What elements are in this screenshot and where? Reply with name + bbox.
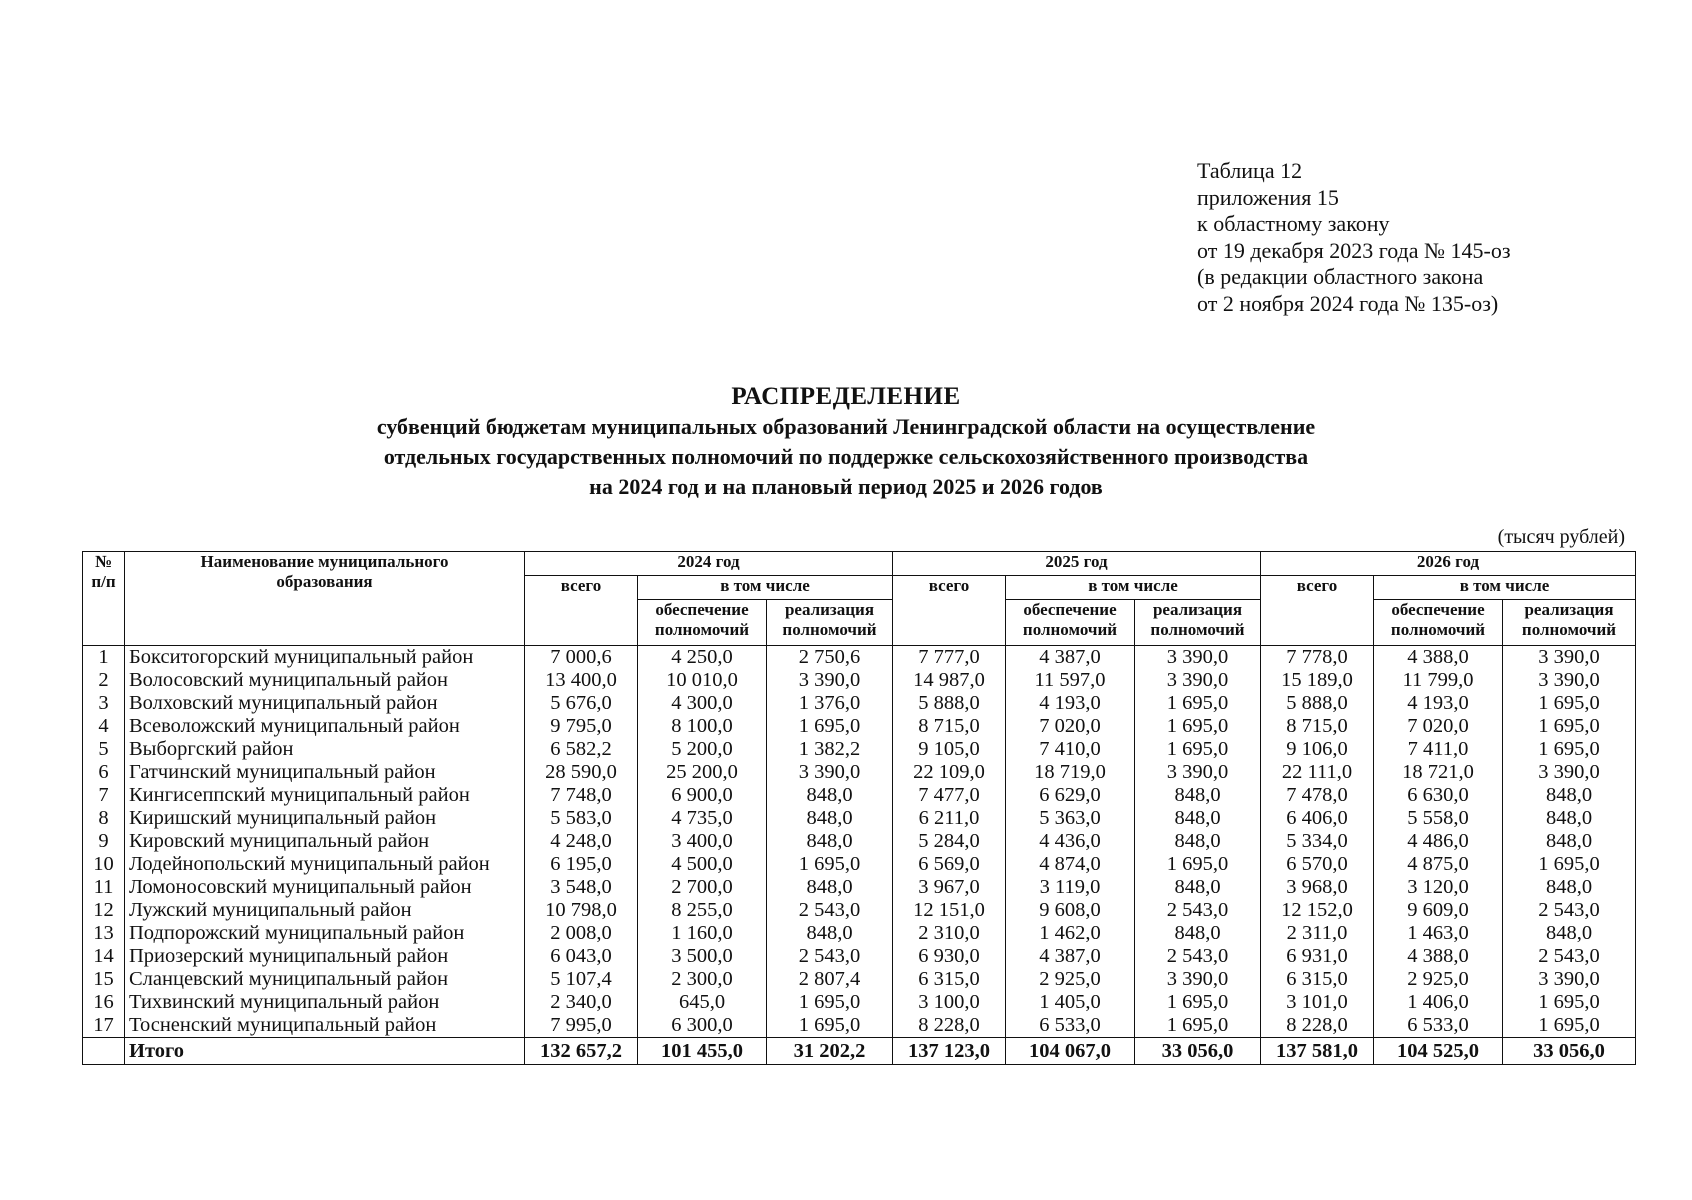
value-cell: 3 101,0	[1261, 991, 1374, 1014]
row-number: 14	[83, 945, 125, 968]
value-cell: 2 300,0	[638, 968, 767, 991]
header-num: № п/п	[83, 552, 125, 646]
value-cell: 848,0	[1503, 807, 1636, 830]
value-cell: 4 193,0	[1006, 692, 1135, 715]
value-cell: 2 340,0	[525, 991, 638, 1014]
distribution-table	[82, 551, 1636, 1065]
value-cell: 3 100,0	[893, 991, 1006, 1014]
value-cell: 4 436,0	[1006, 830, 1135, 853]
row-number: 16	[83, 991, 125, 1014]
value-cell: 1 695,0	[767, 1014, 893, 1038]
total-cell: 33 056,0	[1135, 1038, 1261, 1065]
value-cell: 2 807,4	[767, 968, 893, 991]
row-number: 13	[83, 922, 125, 945]
municipality-name: Подпорожский муниципальный район	[125, 922, 525, 945]
row-number: 2	[83, 669, 125, 692]
value-cell: 6 211,0	[893, 807, 1006, 830]
value-cell: 3 390,0	[767, 669, 893, 692]
table-row	[83, 922, 1636, 945]
value-cell: 7 748,0	[525, 784, 638, 807]
value-cell: 4 387,0	[1006, 646, 1135, 670]
value-cell: 848,0	[1135, 807, 1261, 830]
value-cell: 12 152,0	[1261, 899, 1374, 922]
table-row	[83, 991, 1636, 1014]
value-cell: 18 721,0	[1374, 761, 1503, 784]
title-main: РАСПРЕДЕЛЕНИЕ	[731, 383, 961, 410]
value-cell: 5 334,0	[1261, 830, 1374, 853]
table-row	[83, 899, 1636, 922]
row-number: 6	[83, 761, 125, 784]
value-cell: 4 248,0	[525, 830, 638, 853]
value-cell: 848,0	[1135, 876, 1261, 899]
value-cell: 1 405,0	[1006, 991, 1135, 1014]
value-cell: 28 590,0	[525, 761, 638, 784]
appendix-line: от 19 декабря 2023 года № 145-оз	[1197, 237, 1511, 263]
header-including: в том числе	[1374, 576, 1636, 600]
row-number: 10	[83, 853, 125, 876]
value-cell: 6 406,0	[1261, 807, 1374, 830]
value-cell: 5 888,0	[1261, 692, 1374, 715]
value-cell: 645,0	[638, 991, 767, 1014]
header-total: всего	[1261, 576, 1374, 646]
value-cell: 2 311,0	[1261, 922, 1374, 945]
total-cell: 33 056,0	[1503, 1038, 1636, 1065]
row-number: 15	[83, 968, 125, 991]
value-cell: 22 109,0	[893, 761, 1006, 784]
value-cell: 5 284,0	[893, 830, 1006, 853]
value-cell: 1 695,0	[1135, 692, 1261, 715]
header-sub-provision: обеспечение полномочий	[1006, 600, 1135, 646]
header-year-2025: 2025 год	[893, 552, 1261, 576]
value-cell: 7 478,0	[1261, 784, 1374, 807]
value-cell: 1 695,0	[1503, 715, 1636, 738]
value-cell: 7 410,0	[1006, 738, 1135, 761]
value-cell: 1 376,0	[767, 692, 893, 715]
value-cell: 4 193,0	[1374, 692, 1503, 715]
value-cell: 4 735,0	[638, 807, 767, 830]
table-row	[83, 807, 1636, 830]
value-cell: 7 020,0	[1006, 715, 1135, 738]
value-cell: 2 543,0	[1503, 899, 1636, 922]
value-cell: 5 888,0	[893, 692, 1006, 715]
appendix-reference	[1197, 158, 1511, 317]
value-cell: 848,0	[767, 807, 893, 830]
value-cell: 6 629,0	[1006, 784, 1135, 807]
table-row	[83, 784, 1636, 807]
total-cell: 31 202,2	[767, 1038, 893, 1065]
value-cell: 15 189,0	[1261, 669, 1374, 692]
table-row	[83, 1014, 1636, 1038]
value-cell: 9 105,0	[893, 738, 1006, 761]
value-cell: 10 010,0	[638, 669, 767, 692]
value-cell: 3 390,0	[1135, 669, 1261, 692]
value-cell: 848,0	[767, 830, 893, 853]
value-cell: 2 543,0	[767, 899, 893, 922]
value-cell: 1 695,0	[767, 853, 893, 876]
municipality-name: Ломоносовский муниципальный район	[125, 876, 525, 899]
value-cell: 1 695,0	[1503, 1014, 1636, 1038]
table-row	[83, 692, 1636, 715]
municipality-name: Кировский муниципальный район	[125, 830, 525, 853]
value-cell: 9 608,0	[1006, 899, 1135, 922]
total-cell: 137 581,0	[1261, 1038, 1374, 1065]
value-cell: 3 390,0	[1503, 646, 1636, 670]
value-cell: 2 925,0	[1006, 968, 1135, 991]
value-cell: 8 100,0	[638, 715, 767, 738]
row-number: 8	[83, 807, 125, 830]
header-including: в том числе	[1006, 576, 1261, 600]
value-cell: 2 008,0	[525, 922, 638, 945]
value-cell: 14 987,0	[893, 669, 1006, 692]
value-cell: 22 111,0	[1261, 761, 1374, 784]
value-cell: 4 388,0	[1374, 646, 1503, 670]
municipality-name: Лодейнопольский муниципальный район	[125, 853, 525, 876]
appendix-line: от 2 ноября 2024 года № 135-оз)	[1197, 290, 1499, 316]
value-cell: 3 390,0	[1503, 669, 1636, 692]
value-cell: 5 200,0	[638, 738, 767, 761]
value-cell: 5 676,0	[525, 692, 638, 715]
municipality-name: Волховский муниципальный район	[125, 692, 525, 715]
value-cell: 9 106,0	[1261, 738, 1374, 761]
header-sub-realization: реализация полномочий	[1135, 600, 1261, 646]
value-cell: 4 874,0	[1006, 853, 1135, 876]
value-cell: 7 411,0	[1374, 738, 1503, 761]
value-cell: 1 695,0	[1503, 692, 1636, 715]
title-line: субвенций бюджетам муниципальных образований Ленинградской области на осуществление	[376, 414, 1316, 439]
value-cell: 848,0	[1135, 784, 1261, 807]
row-number: 4	[83, 715, 125, 738]
row-number: 9	[83, 830, 125, 853]
value-cell: 848,0	[1503, 830, 1636, 853]
value-cell: 848,0	[1135, 830, 1261, 853]
value-cell: 18 719,0	[1006, 761, 1135, 784]
row-number: 5	[83, 738, 125, 761]
value-cell: 6 570,0	[1261, 853, 1374, 876]
value-cell: 11 799,0	[1374, 669, 1503, 692]
value-cell: 9 795,0	[525, 715, 638, 738]
municipality-name: Тихвинский муниципальный район	[125, 991, 525, 1014]
table-row	[83, 945, 1636, 968]
value-cell: 1 695,0	[767, 991, 893, 1014]
row-number: 12	[83, 899, 125, 922]
value-cell: 12 151,0	[893, 899, 1006, 922]
municipality-name: Выборгский район	[125, 738, 525, 761]
header-year-2026: 2026 год	[1261, 552, 1636, 576]
value-cell: 7 477,0	[893, 784, 1006, 807]
header-including: в том числе	[638, 576, 893, 600]
value-cell: 6 195,0	[525, 853, 638, 876]
row-number: 3	[83, 692, 125, 715]
value-cell: 6 315,0	[893, 968, 1006, 991]
value-cell: 5 558,0	[1374, 807, 1503, 830]
value-cell: 4 388,0	[1374, 945, 1503, 968]
table-header	[83, 552, 1636, 646]
header-year-2024: 2024 год	[525, 552, 893, 576]
value-cell: 5 363,0	[1006, 807, 1135, 830]
value-cell: 2 925,0	[1374, 968, 1503, 991]
header-total: всего	[893, 576, 1006, 646]
value-cell: 8 228,0	[1261, 1014, 1374, 1038]
value-cell: 1 695,0	[1135, 1014, 1261, 1038]
value-cell: 848,0	[1503, 876, 1636, 899]
header-sub-provision: обеспечение полномочий	[1374, 600, 1503, 646]
value-cell: 4 875,0	[1374, 853, 1503, 876]
value-cell: 6 043,0	[525, 945, 638, 968]
table-row	[83, 876, 1636, 899]
value-cell: 3 390,0	[1503, 761, 1636, 784]
municipality-name: Бокситогорский муниципальный район	[125, 646, 525, 670]
municipality-name: Приозерский муниципальный район	[125, 945, 525, 968]
appendix-line: (в редакции областного закона	[1197, 264, 1484, 289]
value-cell: 3 968,0	[1261, 876, 1374, 899]
value-cell: 13 400,0	[525, 669, 638, 692]
value-cell: 3 390,0	[1135, 646, 1261, 670]
value-cell: 848,0	[767, 922, 893, 945]
row-number: 11	[83, 876, 125, 899]
value-cell: 8 228,0	[893, 1014, 1006, 1038]
value-cell: 2 543,0	[1135, 899, 1261, 922]
municipality-name: Кингисеппский муниципальный район	[125, 784, 525, 807]
header-sub-provision: обеспечение полномочий	[638, 600, 767, 646]
table-footer	[83, 1038, 1636, 1065]
value-cell: 2 543,0	[1503, 945, 1636, 968]
value-cell: 2 700,0	[638, 876, 767, 899]
municipality-name: Всеволожский муниципальный район	[125, 715, 525, 738]
header-sub-realization: реализация полномочий	[1503, 600, 1636, 646]
table-row	[83, 738, 1636, 761]
appendix-line: Таблица 12	[1197, 158, 1303, 183]
value-cell: 1 695,0	[767, 715, 893, 738]
value-cell: 3 390,0	[1503, 968, 1636, 991]
value-cell: 1 695,0	[1135, 853, 1261, 876]
value-cell: 6 300,0	[638, 1014, 767, 1038]
value-cell: 25 200,0	[638, 761, 767, 784]
value-cell: 7 000,6	[525, 646, 638, 670]
value-cell: 6 533,0	[1374, 1014, 1503, 1038]
value-cell: 3 500,0	[638, 945, 767, 968]
table-row	[83, 715, 1636, 738]
value-cell: 6 569,0	[893, 853, 1006, 876]
value-cell: 8 715,0	[893, 715, 1006, 738]
table-row	[83, 646, 1636, 670]
municipality-name: Волосовский муниципальный район	[125, 669, 525, 692]
value-cell: 1 160,0	[638, 922, 767, 945]
value-cell: 6 315,0	[1261, 968, 1374, 991]
value-cell: 4 250,0	[638, 646, 767, 670]
value-cell: 3 390,0	[1135, 761, 1261, 784]
row-number: 7	[83, 784, 125, 807]
value-cell: 3 390,0	[1135, 968, 1261, 991]
row-number: 17	[83, 1014, 125, 1038]
value-cell: 5 107,4	[525, 968, 638, 991]
value-cell: 8 255,0	[638, 899, 767, 922]
municipality-name: Сланцевский муниципальный район	[125, 968, 525, 991]
value-cell: 7 995,0	[525, 1014, 638, 1038]
title-line: на 2024 год и на плановый период 2025 и 2026 годов	[589, 474, 1103, 499]
title-line: отдельных государственных полномочий по поддержке сельскохозяйственного производства	[383, 444, 1309, 469]
header-total: всего	[525, 576, 638, 646]
appendix-line: приложения 15	[1197, 184, 1339, 210]
value-cell: 2 750,6	[767, 646, 893, 670]
municipality-name: Киришский муниципальный район	[125, 807, 525, 830]
value-cell: 1 695,0	[1135, 991, 1261, 1014]
value-cell: 7 020,0	[1374, 715, 1503, 738]
total-cell: 104 525,0	[1374, 1038, 1503, 1065]
value-cell: 6 900,0	[638, 784, 767, 807]
value-cell: 3 119,0	[1006, 876, 1135, 899]
value-cell: 1 695,0	[1503, 991, 1636, 1014]
value-cell: 1 695,0	[1135, 738, 1261, 761]
value-cell: 3 548,0	[525, 876, 638, 899]
value-cell: 4 500,0	[638, 853, 767, 876]
row-number: 1	[83, 646, 125, 670]
value-cell: 6 930,0	[893, 945, 1006, 968]
value-cell: 1 695,0	[1503, 738, 1636, 761]
table-row	[83, 968, 1636, 991]
table-body	[83, 646, 1636, 1038]
document-title	[0, 382, 1692, 502]
municipality-name: Тосненский муниципальный район	[125, 1014, 525, 1038]
value-cell: 1 382,2	[767, 738, 893, 761]
value-cell: 1 462,0	[1006, 922, 1135, 945]
value-cell: 1 695,0	[1503, 853, 1636, 876]
value-cell: 1 463,0	[1374, 922, 1503, 945]
value-cell: 4 486,0	[1374, 830, 1503, 853]
value-cell: 6 582,2	[525, 738, 638, 761]
value-cell: 10 798,0	[525, 899, 638, 922]
value-cell: 848,0	[1503, 784, 1636, 807]
appendix-line: к областному закону	[1197, 211, 1390, 236]
value-cell: 848,0	[767, 784, 893, 807]
value-cell: 9 609,0	[1374, 899, 1503, 922]
value-cell: 7 777,0	[893, 646, 1006, 670]
value-cell: 848,0	[1135, 922, 1261, 945]
header-sub-realization: реализация полномочий	[767, 600, 893, 646]
total-num-cell	[83, 1038, 125, 1065]
value-cell: 4 300,0	[638, 692, 767, 715]
table-row	[83, 669, 1636, 692]
table-row	[83, 830, 1636, 853]
total-row	[83, 1038, 1636, 1065]
value-cell: 7 778,0	[1261, 646, 1374, 670]
municipality-name: Лужский муниципальный район	[125, 899, 525, 922]
total-label: Итого	[125, 1038, 525, 1065]
value-cell: 6 630,0	[1374, 784, 1503, 807]
value-cell: 5 583,0	[525, 807, 638, 830]
table-row	[83, 761, 1636, 784]
header-name: Наименование муниципального образования	[125, 552, 525, 646]
total-cell: 101 455,0	[638, 1038, 767, 1065]
table-row	[83, 853, 1636, 876]
value-cell: 3 120,0	[1374, 876, 1503, 899]
value-cell: 6 931,0	[1261, 945, 1374, 968]
total-cell: 104 067,0	[1006, 1038, 1135, 1065]
total-cell: 132 657,2	[525, 1038, 638, 1065]
municipality-name: Гатчинский муниципальный район	[125, 761, 525, 784]
total-cell: 137 123,0	[893, 1038, 1006, 1065]
value-cell: 1 406,0	[1374, 991, 1503, 1014]
value-cell: 1 695,0	[1135, 715, 1261, 738]
value-cell: 848,0	[1503, 922, 1636, 945]
value-cell: 11 597,0	[1006, 669, 1135, 692]
value-cell: 2 310,0	[893, 922, 1006, 945]
value-cell: 3 400,0	[638, 830, 767, 853]
unit-label: (тысяч рублей)	[1497, 526, 1625, 548]
value-cell: 848,0	[767, 876, 893, 899]
value-cell: 3 967,0	[893, 876, 1006, 899]
value-cell: 6 533,0	[1006, 1014, 1135, 1038]
value-cell: 2 543,0	[1135, 945, 1261, 968]
value-cell: 3 390,0	[767, 761, 893, 784]
value-cell: 8 715,0	[1261, 715, 1374, 738]
value-cell: 2 543,0	[767, 945, 893, 968]
value-cell: 4 387,0	[1006, 945, 1135, 968]
